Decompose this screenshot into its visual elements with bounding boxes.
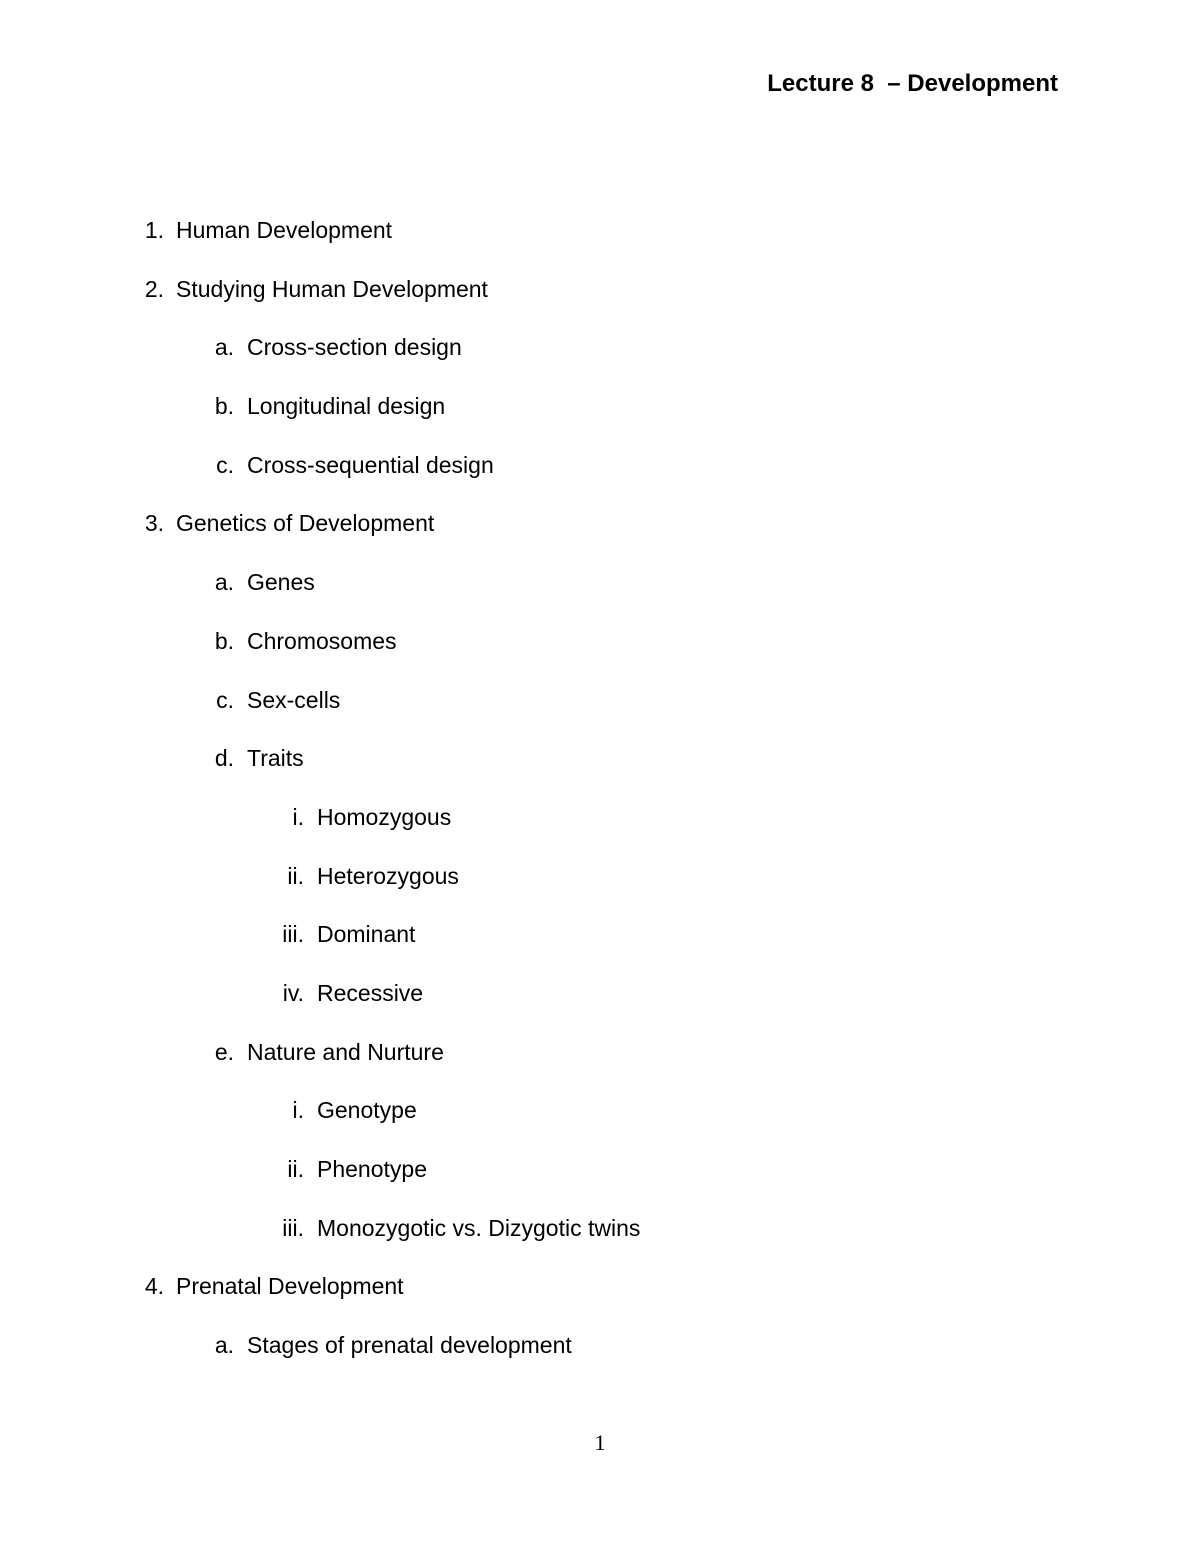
outline-item [0, 214, 1200, 273]
lecture-outline [0, 214, 1200, 1388]
outline-item-text: Traits [247, 745, 304, 772]
outline-item [0, 1094, 1200, 1153]
outline-item-text: Genotype [317, 1097, 417, 1124]
outline-item [0, 742, 1200, 801]
outline-item-marker: ii. [287, 862, 304, 889]
outline-item-text: Phenotype [317, 1156, 427, 1182]
outline-item [0, 1329, 1200, 1388]
outline-item-marker: 3. [144, 510, 164, 537]
outline-item [0, 273, 1200, 332]
outline-item-marker: 1. [144, 217, 164, 243]
outline-item-marker: 2. [144, 275, 164, 302]
outline-item-marker: iii. [282, 1214, 304, 1241]
outline-item [0, 566, 1200, 625]
outline-item-text: Human Development [176, 217, 393, 243]
outline-item-marker: a. [214, 1332, 234, 1359]
outline-item [0, 860, 1200, 919]
outline-item-text: Studying Human Development [176, 275, 488, 302]
outline-item-text: Longitudinal design [247, 393, 446, 420]
outline-item-marker: d. [214, 745, 234, 772]
outline-item-text: Sex-cells [247, 686, 341, 713]
outline-item [0, 390, 1200, 449]
outline-item-text: Stages of prenatal development [247, 1332, 572, 1359]
outline-item [0, 801, 1200, 860]
outline-item [0, 977, 1200, 1036]
outline-item [0, 1212, 1200, 1271]
outline-item-marker: 4. [144, 1273, 164, 1300]
outline-item-text: Genetics of Development [176, 510, 435, 537]
outline-item-text: Prenatal Development [176, 1273, 404, 1300]
outline-item-text: Cross-sequential design [247, 451, 494, 478]
page-number: 1 [594, 1430, 606, 1455]
outline-item-text: Recessive [317, 979, 424, 1006]
outline-item [0, 1153, 1200, 1212]
outline-item [0, 918, 1200, 977]
outline-item-text: Cross-section design [247, 334, 462, 361]
outline-item-marker: b. [214, 627, 234, 654]
outline-item-marker: ii. [287, 1156, 304, 1182]
outline-item [0, 449, 1200, 508]
outline-item-marker: a. [214, 569, 234, 596]
outline-item-marker: b. [214, 393, 234, 420]
outline-item-marker: iii. [282, 921, 304, 948]
outline-item-marker: e. [214, 1038, 234, 1065]
outline-item [0, 625, 1200, 684]
outline-item-marker: a. [214, 334, 234, 361]
page-title: Lecture 8 – Development [767, 70, 1058, 97]
outline-item-marker: c. [216, 686, 234, 713]
outline-item-marker: i. [292, 803, 304, 830]
outline-item [0, 1036, 1200, 1095]
outline-item-text: Nature and Nurture [247, 1038, 444, 1065]
outline-item [0, 1270, 1200, 1329]
outline-item [0, 331, 1200, 390]
outline-item [0, 684, 1200, 743]
outline-item-text: Genes [247, 569, 315, 596]
outline-item-marker: iv. [282, 979, 304, 1006]
outline-item-text: Heterozygous [317, 862, 459, 889]
outline-item-text: Monozygotic vs. Dizygotic twins [317, 1214, 641, 1241]
outline-item-marker: i. [292, 1097, 304, 1124]
outline-item-text: Dominant [317, 921, 416, 948]
outline-item [0, 507, 1200, 566]
outline-item-text: Homozygous [317, 803, 452, 830]
outline-item-marker: c. [216, 451, 234, 478]
outline-item-text: Chromosomes [247, 627, 397, 654]
